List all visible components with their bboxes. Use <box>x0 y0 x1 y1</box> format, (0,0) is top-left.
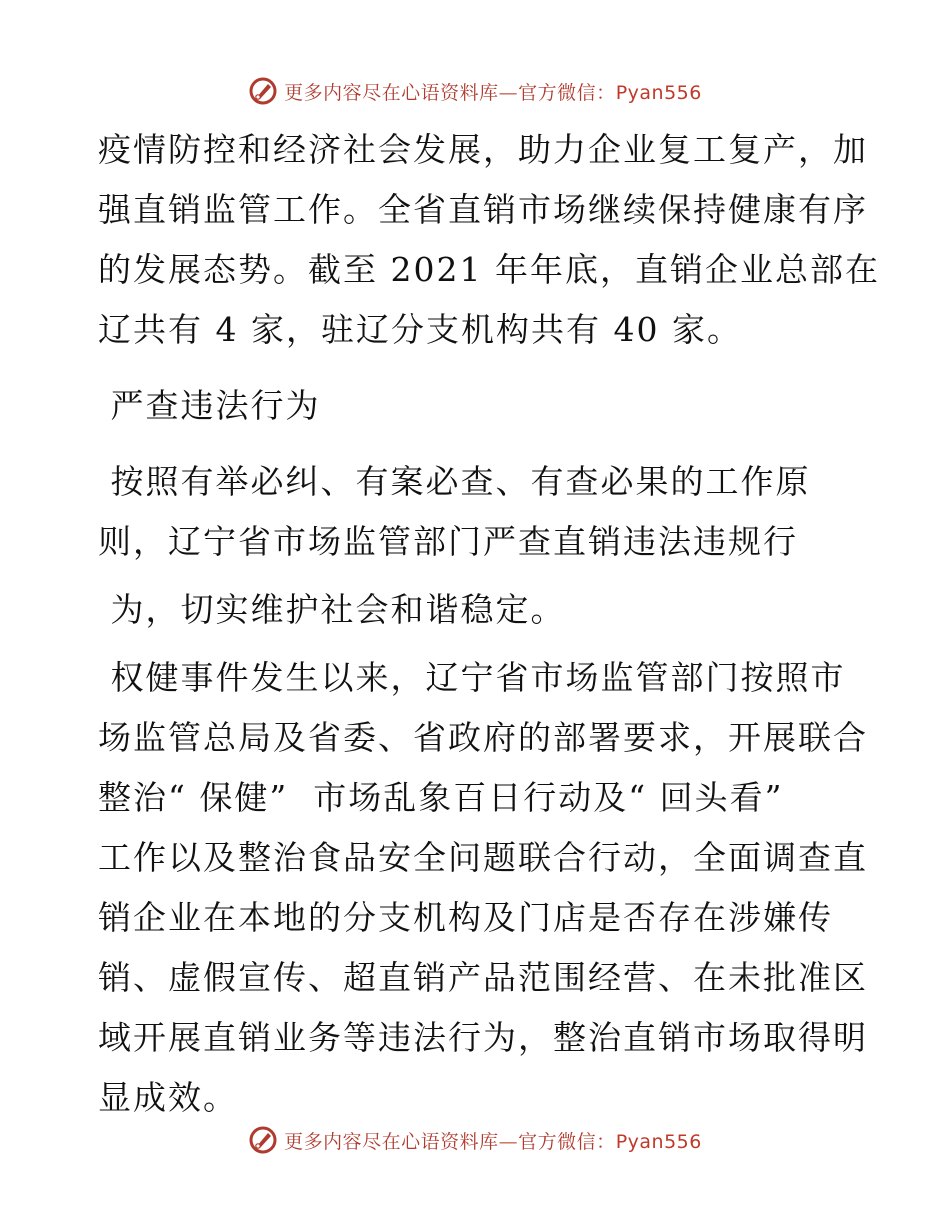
footer-banner <box>0 1120 950 1160</box>
paragraph-2-tail: 为，切实维护社会和谐稳定。 <box>98 590 566 629</box>
text-line: 域开展直销业务等违法行为，整治直销市场取得明 <box>98 1018 868 1057</box>
banner-wechat-label: 官方微信： <box>518 1130 616 1153</box>
pen-nib-logo-icon <box>248 1125 278 1155</box>
text-line: 按照有举必纠、有案必查、有查必果的工作原 <box>98 462 811 501</box>
banner-prefix: 更多内容尽在心语资料库 <box>284 1130 499 1153</box>
banner-wechat-id: Pyan556 <box>615 81 702 104</box>
text-line: 疫情防控和经济社会发展，助力企业复工复产，加 <box>98 130 868 169</box>
banner-separator: — <box>498 1130 519 1153</box>
banner-separator: — <box>498 81 519 104</box>
banner-text <box>284 78 702 105</box>
text-line: 工作以及整治食品安全问题联合行动，全面调查直 <box>98 838 868 877</box>
paragraph-3 <box>98 648 868 1128</box>
text-line: 辽共有 4 家，驻辽分支机构共有 40 家。 <box>98 310 742 349</box>
document-body <box>98 120 880 1128</box>
text-line: 整治“ 保健” 市场乱象百日行动及“ 回头看” <box>98 778 784 817</box>
banner-prefix: 更多内容尽在心语资料库 <box>284 81 499 104</box>
text-line: 显成效。 <box>98 1078 238 1117</box>
text-line: 销企业在本地的分支机构及门店是否存在涉嫌传 <box>98 898 833 937</box>
text-line: 强直销监管工作。全省直销市场继续保持健康有序 <box>98 190 868 229</box>
paragraph-1 <box>98 120 880 360</box>
text-line: 权健事件发生以来，辽宁省市场监管部门按照市 <box>98 658 846 697</box>
text-line: 的发展态势。截至 2021 年年底，直销企业总部在 <box>98 250 880 289</box>
header-banner <box>0 71 950 111</box>
paragraph-2 <box>98 452 850 572</box>
banner-text <box>284 1127 702 1154</box>
banner-wechat-id: Pyan556 <box>615 1130 702 1153</box>
pen-nib-logo-icon <box>248 76 278 106</box>
section-heading: 严查违法行为 <box>98 386 321 425</box>
banner-wechat-label: 官方微信： <box>518 81 616 104</box>
text-line: 则，辽宁省市场监管部门严查直销违法违规行 <box>98 522 798 561</box>
text-line: 场监管总局及省委、省政府的部署要求，开展联合 <box>98 718 868 757</box>
text-line: 销、虚假宣传、超直销产品范围经营、在未批准区 <box>98 958 868 997</box>
